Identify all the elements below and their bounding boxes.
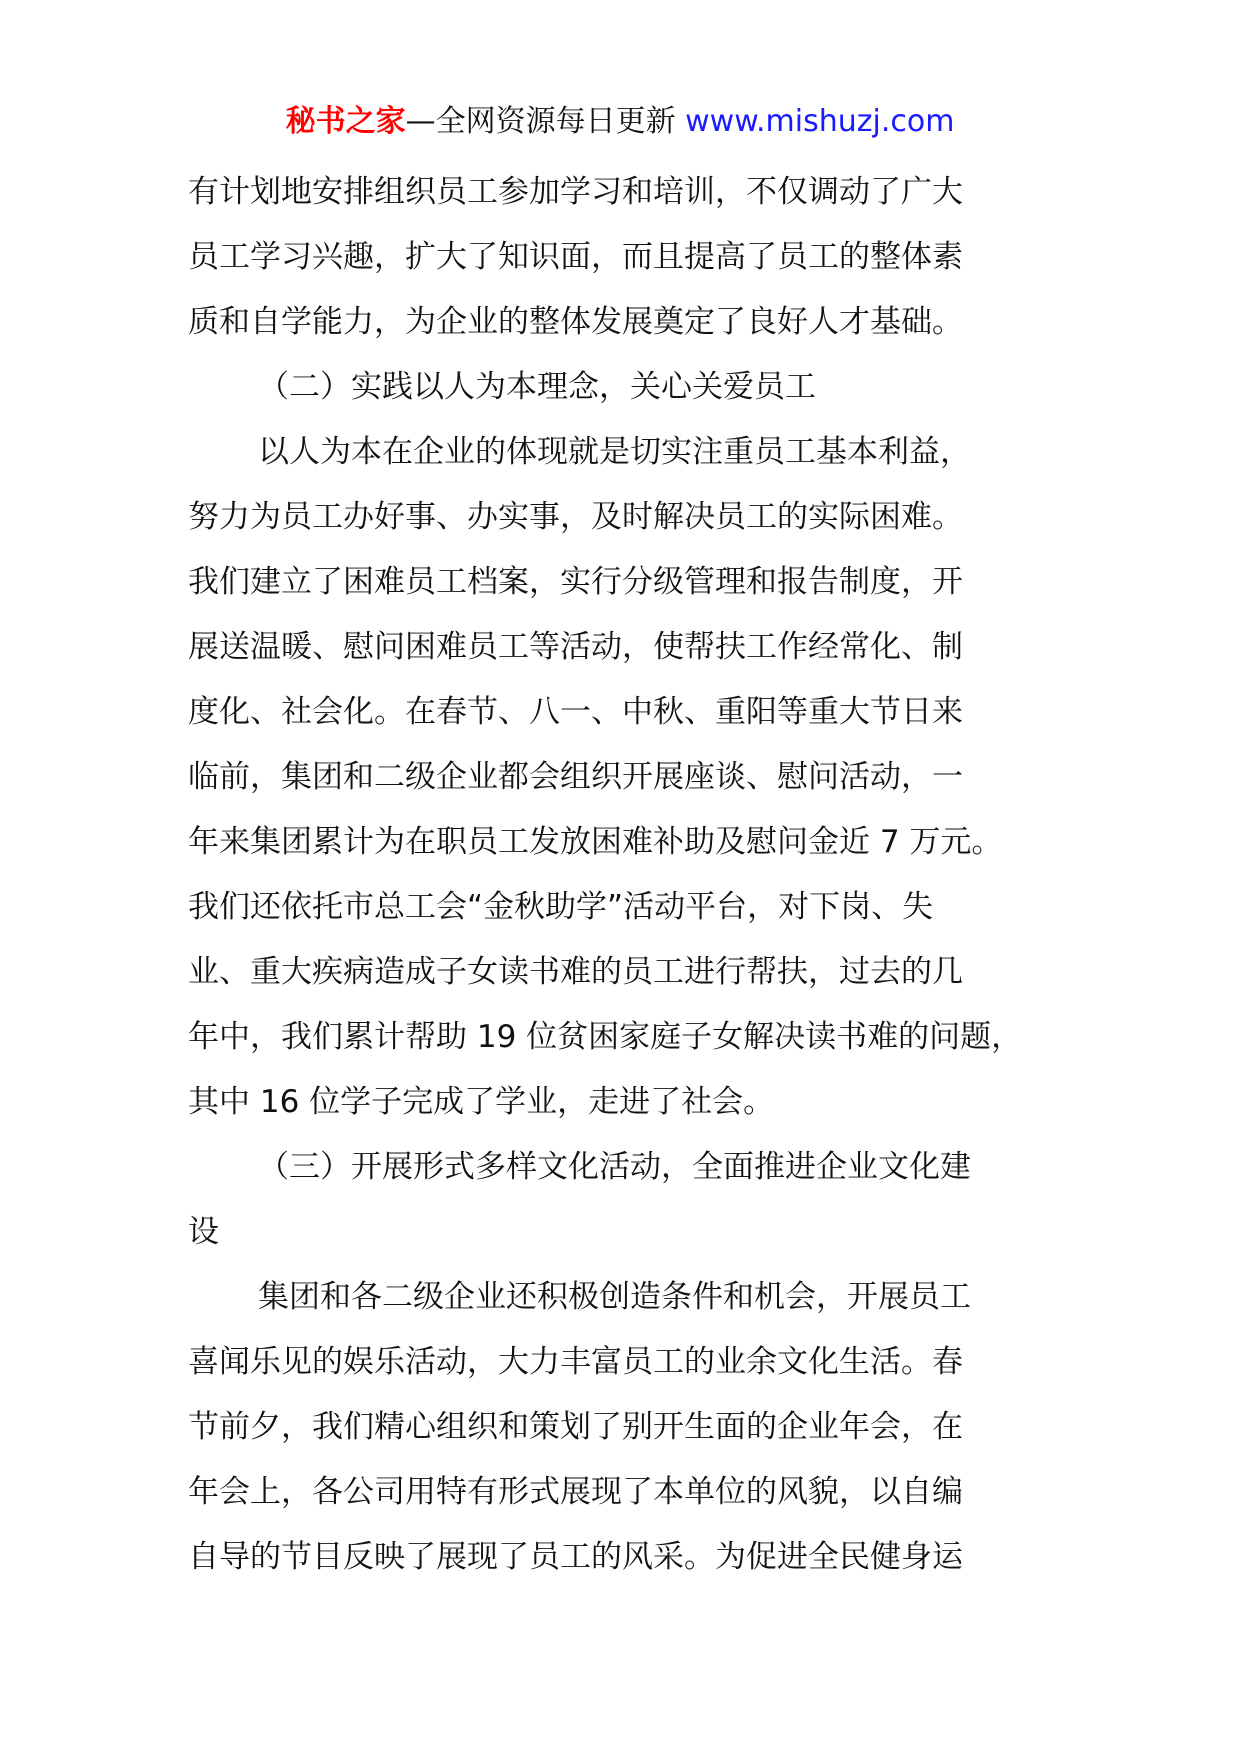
header-slogan: —全网资源每日更新 bbox=[405, 104, 676, 139]
text-line: 临前，集团和二级企业都会组织开展座谈、慰问活动，一 bbox=[188, 759, 963, 795]
section-heading-2: （二）实践以人为本理念，关心关爱员工 bbox=[258, 369, 816, 405]
site-url-link[interactable]: www.mishuzj.com bbox=[685, 104, 955, 139]
text-line: 我们还依托市总工会“金秋助学”活动平台，对下岗、失 bbox=[188, 889, 934, 925]
text-line: 其中 16 位学子完成了学业，走进了社会。 bbox=[188, 1084, 775, 1120]
section-heading-3: （三）开展形式多样文化活动，全面推进企业文化建 bbox=[258, 1149, 971, 1185]
text-line: 度化、社会化。在春节、八一、中秋、重阳等重大节日来 bbox=[188, 694, 963, 730]
text-line: 员工学习兴趣，扩大了知识面，而且提高了员工的整体素 bbox=[188, 239, 963, 275]
text-line: 年中，我们累计帮助 19 位贫困家庭子女解决读书难的问题， bbox=[188, 1019, 1023, 1055]
text-line: 展送温暖、慰问困难员工等活动，使帮扶工作经常化、制 bbox=[188, 629, 963, 665]
text-line: 年会上，各公司用特有形式展现了本单位的风貌，以自编 bbox=[188, 1474, 963, 1510]
text-line: 节前夕，我们精心组织和策划了别开生面的企业年会，在 bbox=[188, 1409, 963, 1445]
paragraph-start: 集团和各二级企业还积极创造条件和机会，开展员工 bbox=[258, 1279, 971, 1315]
text-line: 自导的节目反映了展现了员工的风采。为促进全民健身运 bbox=[188, 1539, 963, 1575]
text-line: 质和自学能力，为企业的整体发展奠定了良好人才基础。 bbox=[188, 304, 963, 340]
text-line: 喜闻乐见的娱乐活动，大力丰富员工的业余文化生活。春 bbox=[188, 1344, 963, 1380]
section-heading-3-continued: 设 bbox=[188, 1214, 219, 1250]
text-line: 业、重大疾病造成子女读书难的员工进行帮扶，过去的几 bbox=[188, 954, 963, 990]
paragraph-start: 以人为本在企业的体现就是切实注重员工基本利益， bbox=[258, 434, 971, 470]
text-line: 我们建立了困难员工档案，实行分级管理和报告制度，开 bbox=[188, 564, 963, 600]
brand-name: 秘书之家 bbox=[285, 104, 406, 139]
text-line: 年来集团累计为在职员工发放困难补助及慰问金近 7 万元。 bbox=[188, 824, 1003, 860]
text-line: 有计划地安排组织员工参加学习和培训，不仅调动了广大 bbox=[188, 174, 963, 210]
site-header bbox=[0, 100, 1240, 144]
text-line: 努力为员工办好事、办实事，及时解决员工的实际困难。 bbox=[188, 499, 963, 535]
document-body bbox=[188, 160, 1088, 1590]
